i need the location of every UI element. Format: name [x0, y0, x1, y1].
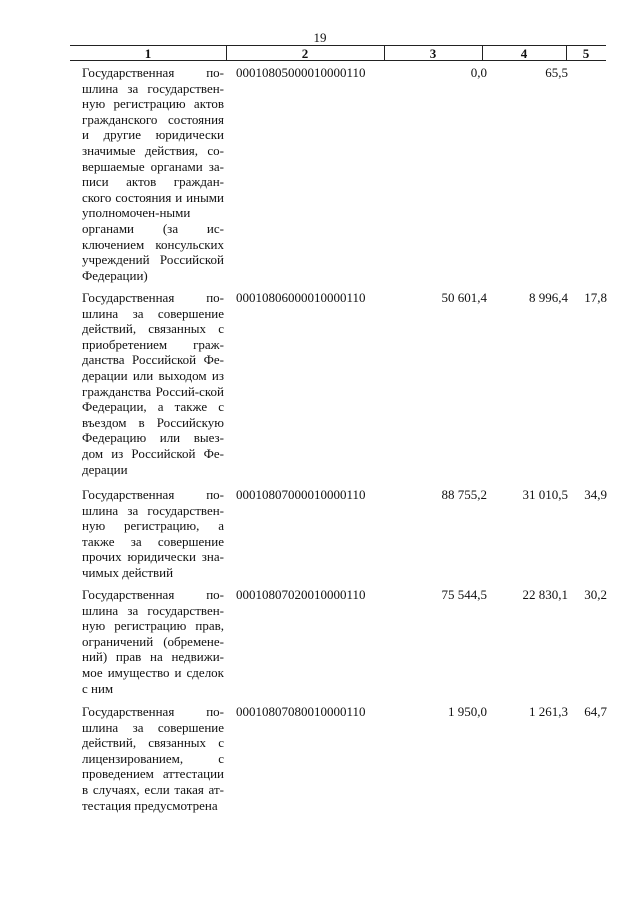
- row-name: Государственная по-шлина за совершение действий, связанных с лицензированием, с проведением аттестации в случаях, если такая ат-тестация предусмотрена: [82, 704, 224, 813]
- row-value-col4: 1 261,3: [529, 704, 568, 719]
- row-value-col3: 1 950,0: [448, 704, 487, 719]
- column-header-4: 4: [520, 46, 528, 61]
- row-value-col3: 50 601,4: [441, 290, 487, 305]
- column-header-5: 5: [582, 46, 590, 61]
- row-value-col4: 65,5: [545, 65, 568, 80]
- row-value-col4: 22 830,1: [522, 587, 568, 602]
- row-value-col4: 31 010,5: [522, 487, 568, 502]
- row-code: 00010807080010000110: [236, 704, 366, 719]
- row-value-col5: 34,9: [584, 487, 607, 502]
- row-code: 00010807020010000110: [236, 587, 366, 602]
- row-code: 00010806000010000110: [236, 290, 366, 305]
- row-code: 00010807000010000110: [236, 487, 366, 502]
- row-value-col5: 17,8: [584, 290, 607, 305]
- row-value-col5: 30,2: [584, 587, 607, 602]
- row-value-col3: 0,0: [470, 65, 487, 80]
- row-code: 00010805000010000110: [236, 65, 366, 80]
- row-value-col4: 8 996,4: [529, 290, 568, 305]
- column-header-3: 3: [429, 46, 437, 61]
- table-header-bottom-border: [70, 60, 606, 61]
- column-header-2: 2: [301, 46, 309, 61]
- column-header-1: 1: [144, 46, 152, 61]
- page-number: 19: [313, 30, 327, 45]
- row-name: Государственная по-шлина за государствен-ную регистрацию, а также за совершение прочих юридически зна-чимых действий: [82, 487, 224, 580]
- row-name: Государственная по-шлина за государствен-ную регистрацию актов гражданского состояния и другие юридически значимые действия, со-вершаемые органами за-писи актов граждан-ского состояния и иными уполномочен-ными органами (за ис-ключением консульских учреждений Российской Федерации): [82, 65, 224, 283]
- row-value-col3: 75 544,5: [441, 587, 487, 602]
- row-value-col3: 88 755,2: [441, 487, 487, 502]
- row-name: Государственная по-шлина за совершение действий, связанных с приобретением граж-данства Российской Фе-дерации или выходом из гражданства Россий-ской Федерации, а также с въездом в Российскую Федерацию или выез-дом из Российской Фе-дерации: [82, 290, 224, 477]
- row-name: Государственная по-шлина за государствен-ную регистрацию прав, ограничений (обремене-ний) прав на недвижи-мое имущество и сделок с ним: [82, 587, 224, 696]
- row-value-col5: 64,7: [584, 704, 607, 719]
